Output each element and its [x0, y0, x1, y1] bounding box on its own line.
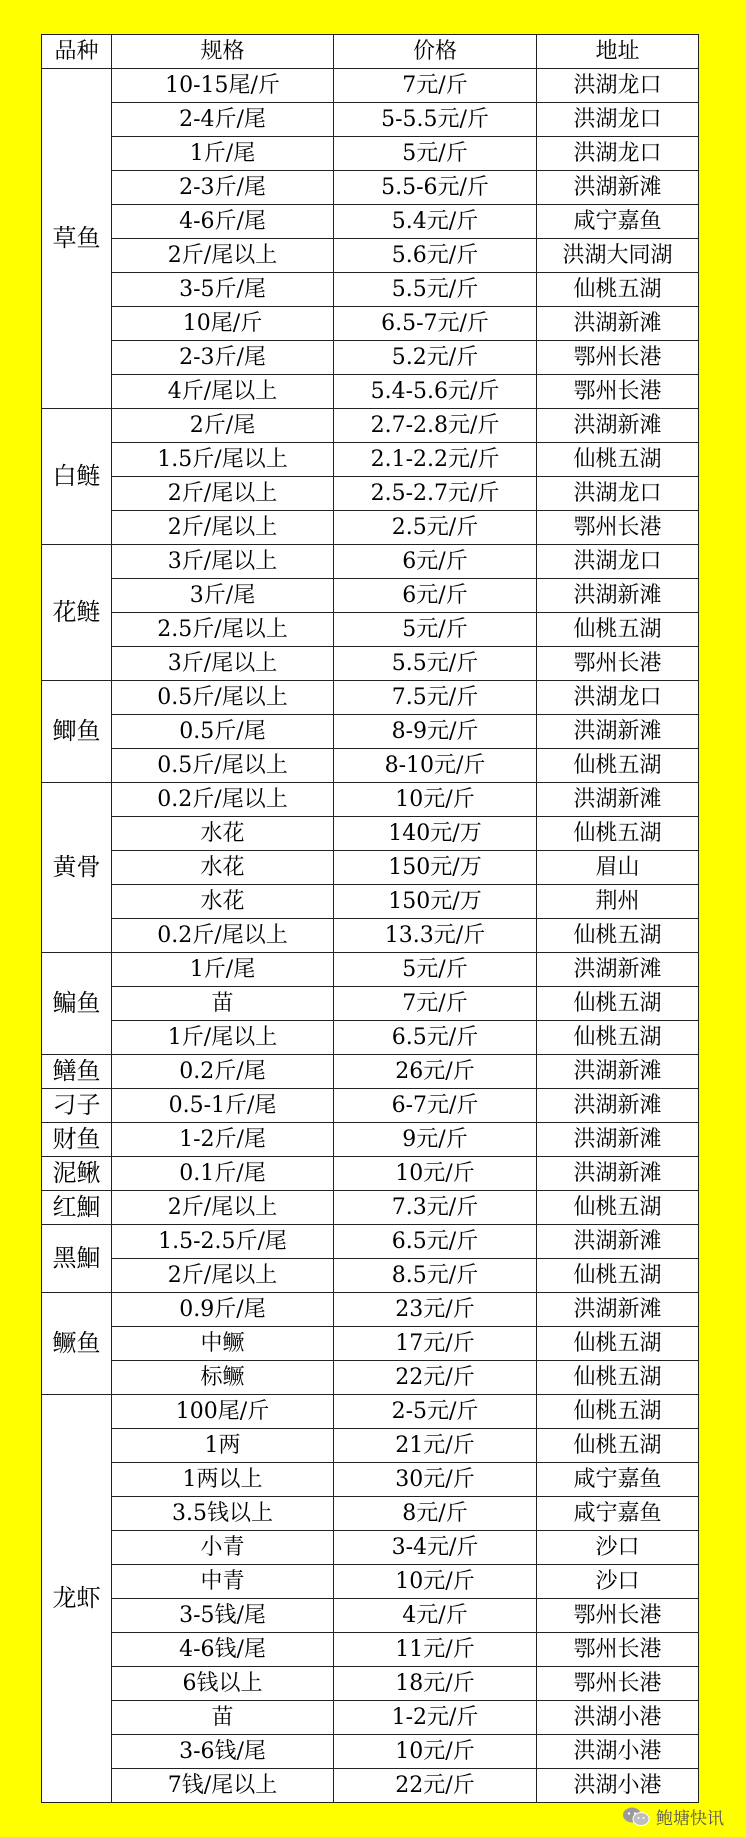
table-row	[42, 1531, 699, 1565]
table-row	[42, 1667, 699, 1701]
location-cell: 仙桃五湖	[537, 919, 699, 953]
location-cell: 咸宁嘉鱼	[537, 1497, 699, 1531]
header-price: 价格	[334, 35, 537, 69]
watermark	[622, 1804, 724, 1829]
location-cell: 洪湖龙口	[537, 477, 699, 511]
table-row	[42, 885, 699, 919]
price-cell: 5元/斤	[334, 137, 537, 171]
price-cell: 10元/斤	[334, 783, 537, 817]
spec-cell: 10尾/斤	[112, 307, 334, 341]
spec-cell: 3斤/尾以上	[112, 647, 334, 681]
price-table	[41, 34, 699, 1803]
table-row	[42, 341, 699, 375]
table-row	[42, 1565, 699, 1599]
price-cell: 5.5元/斤	[334, 647, 537, 681]
price-cell: 5.5元/斤	[334, 273, 537, 307]
location-cell: 咸宁嘉鱼	[537, 205, 699, 239]
table-row	[42, 1089, 699, 1123]
location-cell: 洪湖新滩	[537, 307, 699, 341]
table-row	[42, 307, 699, 341]
location-cell: 仙桃五湖	[537, 1429, 699, 1463]
spec-cell: 水花	[112, 817, 334, 851]
spec-cell: 3-6钱/尾	[112, 1735, 334, 1769]
price-cell: 5-5.5元/斤	[334, 103, 537, 137]
location-cell: 洪湖新滩	[537, 1089, 699, 1123]
header-spec: 规格	[112, 35, 334, 69]
spec-cell: 4斤/尾以上	[112, 375, 334, 409]
location-cell: 仙桃五湖	[537, 817, 699, 851]
location-cell: 眉山	[537, 851, 699, 885]
spec-cell: 2-4斤/尾	[112, 103, 334, 137]
species-cell: 鳝鱼	[42, 1055, 112, 1089]
price-cell: 5元/斤	[334, 613, 537, 647]
price-cell: 5.6元/斤	[334, 239, 537, 273]
price-cell: 22元/斤	[334, 1361, 537, 1395]
table-row	[42, 647, 699, 681]
spec-cell: 0.2斤/尾以上	[112, 783, 334, 817]
price-cell: 150元/万	[334, 885, 537, 919]
location-cell: 沙口	[537, 1531, 699, 1565]
table-row	[42, 1769, 699, 1803]
location-cell: 洪湖龙口	[537, 545, 699, 579]
location-cell: 仙桃五湖	[537, 1191, 699, 1225]
header-location: 地址	[537, 35, 699, 69]
species-cell: 鳜鱼	[42, 1293, 112, 1395]
location-cell: 仙桃五湖	[537, 613, 699, 647]
location-cell: 仙桃五湖	[537, 1021, 699, 1055]
price-cell: 2.5元/斤	[334, 511, 537, 545]
table-row	[42, 1021, 699, 1055]
table-row	[42, 613, 699, 647]
table-row	[42, 477, 699, 511]
table-row	[42, 919, 699, 953]
price-cell: 5.5-6元/斤	[334, 171, 537, 205]
spec-cell: 水花	[112, 885, 334, 919]
price-cell: 2.5-2.7元/斤	[334, 477, 537, 511]
spec-cell: 7钱/尾以上	[112, 1769, 334, 1803]
species-cell: 刁子	[42, 1089, 112, 1123]
table-row	[42, 1327, 699, 1361]
table-row	[42, 511, 699, 545]
location-cell: 洪湖新滩	[537, 1293, 699, 1327]
spec-cell: 2.5斤/尾以上	[112, 613, 334, 647]
location-cell: 洪湖大同湖	[537, 239, 699, 273]
spec-cell: 2斤/尾以上	[112, 477, 334, 511]
spec-cell: 2斤/尾以上	[112, 511, 334, 545]
spec-cell: 0.9斤/尾	[112, 1293, 334, 1327]
spec-cell: 4-6钱/尾	[112, 1633, 334, 1667]
price-cell: 9元/斤	[334, 1123, 537, 1157]
spec-cell: 水花	[112, 851, 334, 885]
location-cell: 洪湖新滩	[537, 579, 699, 613]
price-cell: 8-10元/斤	[334, 749, 537, 783]
location-cell: 咸宁嘉鱼	[537, 1463, 699, 1497]
table-row	[42, 783, 699, 817]
price-cell: 2.1-2.2元/斤	[334, 443, 537, 477]
location-cell: 鄂州长港	[537, 341, 699, 375]
spec-cell: 0.2斤/尾以上	[112, 919, 334, 953]
spec-cell: 2斤/尾以上	[112, 1259, 334, 1293]
spec-cell: 10-15尾/斤	[112, 69, 334, 103]
table-row	[42, 1395, 699, 1429]
price-cell: 6元/斤	[334, 545, 537, 579]
spec-cell: 3-5斤/尾	[112, 273, 334, 307]
spec-cell: 2斤/尾以上	[112, 239, 334, 273]
spec-cell: 3.5钱以上	[112, 1497, 334, 1531]
table-row	[42, 681, 699, 715]
price-cell: 7.3元/斤	[334, 1191, 537, 1225]
species-cell: 泥鳅	[42, 1157, 112, 1191]
table-row	[42, 851, 699, 885]
spec-cell: 2斤/尾以上	[112, 1191, 334, 1225]
location-cell: 仙桃五湖	[537, 1327, 699, 1361]
species-cell: 龙虾	[42, 1395, 112, 1803]
location-cell: 仙桃五湖	[537, 1395, 699, 1429]
spec-cell: 2-3斤/尾	[112, 171, 334, 205]
location-cell: 仙桃五湖	[537, 273, 699, 307]
price-cell: 2.7-2.8元/斤	[334, 409, 537, 443]
header-row	[42, 35, 699, 69]
price-cell: 10元/斤	[334, 1565, 537, 1599]
spec-cell: 苗	[112, 987, 334, 1021]
location-cell: 鄂州长港	[537, 1599, 699, 1633]
table-row	[42, 239, 699, 273]
location-cell: 洪湖龙口	[537, 137, 699, 171]
species-cell: 鲫鱼	[42, 681, 112, 783]
price-cell: 18元/斤	[334, 1667, 537, 1701]
table-row	[42, 817, 699, 851]
price-cell: 7.5元/斤	[334, 681, 537, 715]
table-row	[42, 1157, 699, 1191]
table-row	[42, 171, 699, 205]
location-cell: 洪湖小港	[537, 1735, 699, 1769]
price-cell: 6.5-7元/斤	[334, 307, 537, 341]
spec-cell: 中鳜	[112, 1327, 334, 1361]
price-cell: 5.2元/斤	[334, 341, 537, 375]
table-row	[42, 953, 699, 987]
spec-cell: 1两	[112, 1429, 334, 1463]
price-cell: 6-7元/斤	[334, 1089, 537, 1123]
spec-cell: 0.2斤/尾	[112, 1055, 334, 1089]
location-cell: 鄂州长港	[537, 375, 699, 409]
price-cell: 2-5元/斤	[334, 1395, 537, 1429]
location-cell: 洪湖新滩	[537, 715, 699, 749]
location-cell: 洪湖龙口	[537, 681, 699, 715]
species-cell: 财鱼	[42, 1123, 112, 1157]
location-cell: 荆州	[537, 885, 699, 919]
price-cell: 3-4元/斤	[334, 1531, 537, 1565]
price-cell: 13.3元/斤	[334, 919, 537, 953]
price-cell: 23元/斤	[334, 1293, 537, 1327]
table-row	[42, 137, 699, 171]
species-cell: 黑鮰	[42, 1225, 112, 1293]
table-row	[42, 69, 699, 103]
table-row	[42, 205, 699, 239]
location-cell: 洪湖新滩	[537, 409, 699, 443]
species-cell: 白鲢	[42, 409, 112, 545]
table-row	[42, 749, 699, 783]
price-cell: 4元/斤	[334, 1599, 537, 1633]
table-body	[42, 69, 699, 1803]
table-row	[42, 1599, 699, 1633]
price-cell: 10元/斤	[334, 1735, 537, 1769]
price-cell: 6.5元/斤	[334, 1021, 537, 1055]
table-row	[42, 1497, 699, 1531]
price-cell: 7元/斤	[334, 69, 537, 103]
spec-cell: 1斤/尾	[112, 953, 334, 987]
location-cell: 仙桃五湖	[537, 749, 699, 783]
spec-cell: 4-6斤/尾	[112, 205, 334, 239]
price-cell: 17元/斤	[334, 1327, 537, 1361]
table-row	[42, 545, 699, 579]
spec-cell: 苗	[112, 1701, 334, 1735]
wechat-icon	[622, 1806, 650, 1828]
location-cell: 鄂州长港	[537, 511, 699, 545]
watermark-text: 鲍塘快讯	[656, 1809, 724, 1829]
location-cell: 洪湖新滩	[537, 1123, 699, 1157]
location-cell: 洪湖新滩	[537, 953, 699, 987]
location-cell: 仙桃五湖	[537, 1361, 699, 1395]
table-row	[42, 715, 699, 749]
location-cell: 洪湖龙口	[537, 69, 699, 103]
table-row	[42, 1293, 699, 1327]
location-cell: 洪湖龙口	[537, 103, 699, 137]
location-cell: 仙桃五湖	[537, 443, 699, 477]
species-cell: 鳊鱼	[42, 953, 112, 1055]
price-cell: 8-9元/斤	[334, 715, 537, 749]
table-row	[42, 1633, 699, 1667]
table-row	[42, 273, 699, 307]
spec-cell: 2-3斤/尾	[112, 341, 334, 375]
price-cell: 10元/斤	[334, 1157, 537, 1191]
price-cell: 6元/斤	[334, 579, 537, 613]
spec-cell: 中青	[112, 1565, 334, 1599]
price-cell: 140元/万	[334, 817, 537, 851]
spec-cell: 0.5斤/尾	[112, 715, 334, 749]
table-row	[42, 1463, 699, 1497]
price-cell: 6.5元/斤	[334, 1225, 537, 1259]
spec-cell: 3斤/尾	[112, 579, 334, 613]
spec-cell: 100尾/斤	[112, 1395, 334, 1429]
spec-cell: 1斤/尾以上	[112, 1021, 334, 1055]
location-cell: 仙桃五湖	[537, 1259, 699, 1293]
table-row	[42, 579, 699, 613]
price-cell: 8.5元/斤	[334, 1259, 537, 1293]
table-row	[42, 1429, 699, 1463]
location-cell: 鄂州长港	[537, 1633, 699, 1667]
location-cell: 洪湖小港	[537, 1769, 699, 1803]
price-cell: 22元/斤	[334, 1769, 537, 1803]
location-cell: 洪湖新滩	[537, 1225, 699, 1259]
spec-cell: 3-5钱/尾	[112, 1599, 334, 1633]
location-cell: 鄂州长港	[537, 647, 699, 681]
table-row	[42, 1123, 699, 1157]
table-row	[42, 1701, 699, 1735]
species-cell: 红鮰	[42, 1191, 112, 1225]
price-cell: 5.4元/斤	[334, 205, 537, 239]
table-row	[42, 409, 699, 443]
price-cell: 30元/斤	[334, 1463, 537, 1497]
spec-cell: 标鳜	[112, 1361, 334, 1395]
spec-cell: 1-2斤/尾	[112, 1123, 334, 1157]
table-row	[42, 1735, 699, 1769]
price-cell: 21元/斤	[334, 1429, 537, 1463]
price-cell: 150元/万	[334, 851, 537, 885]
species-cell: 花鲢	[42, 545, 112, 681]
spec-cell: 0.5斤/尾以上	[112, 681, 334, 715]
location-cell: 沙口	[537, 1565, 699, 1599]
table-row	[42, 1191, 699, 1225]
spec-cell: 0.1斤/尾	[112, 1157, 334, 1191]
header-species: 品种	[42, 35, 112, 69]
table-row	[42, 1055, 699, 1089]
table-row	[42, 375, 699, 409]
spec-cell: 0.5斤/尾以上	[112, 749, 334, 783]
location-cell: 洪湖新滩	[537, 1157, 699, 1191]
location-cell: 洪湖小港	[537, 1701, 699, 1735]
species-cell: 草鱼	[42, 69, 112, 409]
spec-cell: 1斤/尾	[112, 137, 334, 171]
price-cell: 8元/斤	[334, 1497, 537, 1531]
table-row	[42, 1361, 699, 1395]
table-row	[42, 1259, 699, 1293]
spec-cell: 0.5-1斤/尾	[112, 1089, 334, 1123]
spec-cell: 2斤/尾	[112, 409, 334, 443]
location-cell: 鄂州长港	[537, 1667, 699, 1701]
price-cell: 5.4-5.6元/斤	[334, 375, 537, 409]
table-row	[42, 1225, 699, 1259]
price-cell: 11元/斤	[334, 1633, 537, 1667]
spec-cell: 1.5-2.5斤/尾	[112, 1225, 334, 1259]
spec-cell: 1.5斤/尾以上	[112, 443, 334, 477]
spec-cell: 6钱以上	[112, 1667, 334, 1701]
table-row	[42, 987, 699, 1021]
table-row	[42, 103, 699, 137]
location-cell: 洪湖新滩	[537, 783, 699, 817]
price-cell: 7元/斤	[334, 987, 537, 1021]
table-row	[42, 443, 699, 477]
location-cell: 洪湖新滩	[537, 1055, 699, 1089]
location-cell: 洪湖新滩	[537, 171, 699, 205]
species-cell: 黄骨	[42, 783, 112, 953]
spec-cell: 小青	[112, 1531, 334, 1565]
price-cell: 1-2元/斤	[334, 1701, 537, 1735]
price-cell: 26元/斤	[334, 1055, 537, 1089]
spec-cell: 1两以上	[112, 1463, 334, 1497]
location-cell: 仙桃五湖	[537, 987, 699, 1021]
spec-cell: 3斤/尾以上	[112, 545, 334, 579]
price-cell: 5元/斤	[334, 953, 537, 987]
